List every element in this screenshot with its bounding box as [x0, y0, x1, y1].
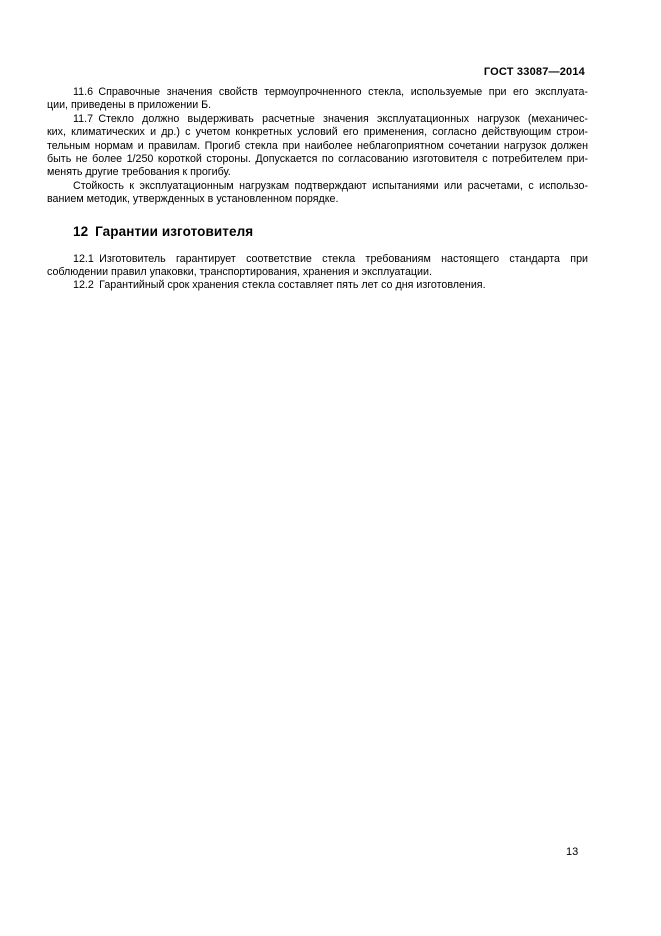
- paragraph-clause-11-7: [47, 113, 588, 180]
- paragraph-clause-12-2: [47, 279, 588, 292]
- text-line: быть не более 1/250 короткой стороны. Допускается по согласованию изготовителя с потребителем при-: [47, 153, 588, 166]
- text-line: 11.6 Справочные значения свойств термоупрочненного стекла, используемые при его эксплуата-: [73, 86, 588, 98]
- paragraph-clause-12-1: [47, 253, 588, 280]
- text-line: ких, климатических и др.) с учетом конкретных условий его применения, согласно действующим строи-: [47, 126, 588, 139]
- running-header: ГОСТ 33087—2014: [483, 66, 585, 78]
- section-12-heading: 12 Гарантии изготовителя: [73, 223, 254, 239]
- text-line: менять другие требования к прогибу.: [47, 166, 231, 179]
- text-line: 12.1 Изготовитель гарантирует соответствие стекла требованиям настоящего стандарта при: [73, 252, 588, 265]
- document-content: [47, 86, 588, 293]
- text-line: 12.2 Гарантийный срок хранения стекла составляет пять лет со дня изготовления.: [73, 279, 486, 292]
- page-number: 13: [566, 846, 579, 858]
- text-line: ции, приведены в приложении Б.: [47, 99, 212, 112]
- text-line: тельным нормам и правилам. Прогиб стекла при наиболее неблагоприятном сочетании нагрузок должен: [47, 139, 588, 152]
- paragraph-clause-11-6: [47, 86, 588, 113]
- paragraph-clause-11-7-note: [47, 180, 588, 207]
- text-line: 11.7 Стекло должно выдерживать расчетные значения эксплуатационных нагрузок (механичес-: [73, 112, 588, 125]
- text-line: ванием методик, утвержденных в установленном порядке.: [47, 193, 339, 206]
- text-line: соблюдении правил упаковки, транспортирования, хранения и эксплуатации.: [47, 266, 432, 279]
- text-line: Стойкость к эксплуатационным нагрузкам подтверждают испытаниями или расчетами, с использо-: [73, 179, 588, 192]
